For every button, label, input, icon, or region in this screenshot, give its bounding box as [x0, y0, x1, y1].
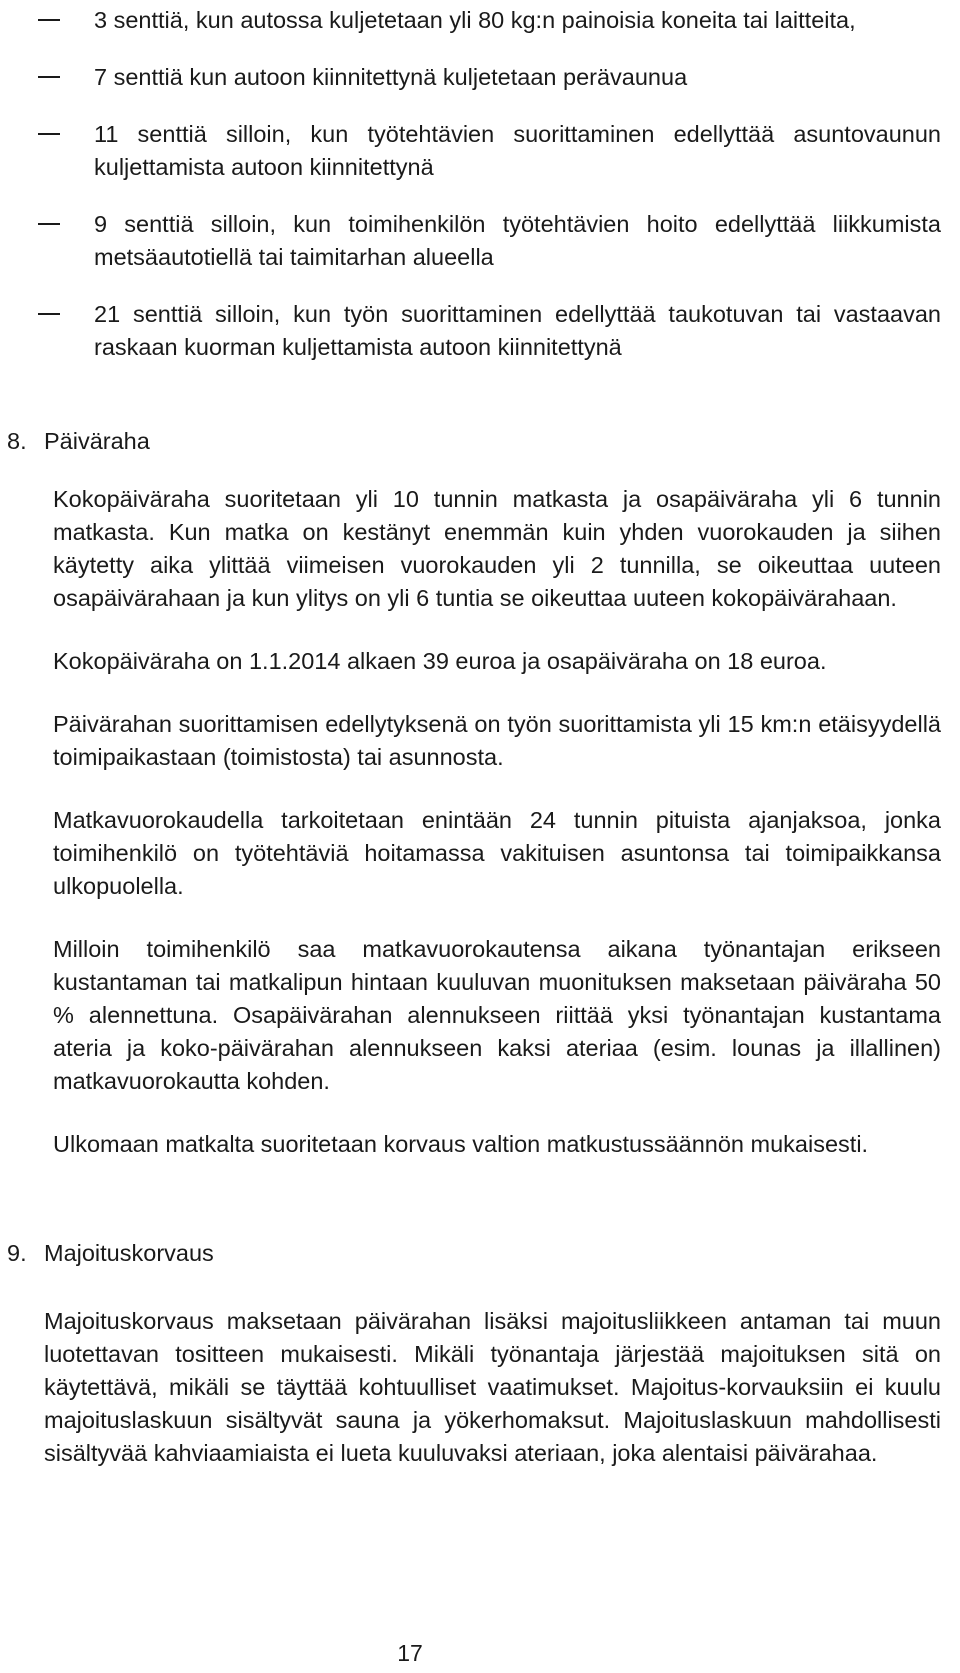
- list-item-text: 7 senttiä kun autoon kiinnitettynä kuljetetaan perävaunua: [94, 64, 688, 90]
- section-body-majoituskorvaus: [44, 1305, 941, 1500]
- rate-bullet-list: [36, 4, 941, 388]
- list-item-text: 11 senttiä silloin, kun työtehtävien suorittaminen edellyttää asuntovaunun kuljettamista autoon kiinnitettynä: [94, 121, 941, 180]
- dash-bullet-icon: [38, 313, 60, 315]
- section-body-paivaraha: [53, 483, 941, 1191]
- section-heading-paivaraha: [7, 425, 150, 458]
- paragraph: Majoituskorvaus maksetaan päivärahan lisäksi majoitusliikkeen antaman tai muun luotettavan tositteen mukaisesti. Mikäli työnantaja järjestää majoituksen sitä on käytettävä, mikäli se täyttää kohtuulliset vaatimukset. Majoitus-korvauksiin ei kuulu majoituslaskuun sisältyvät sauna ja yökerhomaksut. Majoituslaskuun mahdollisesti sisältyvää kahviaamiaista ei lueta kuuluvaksi ateriaan, joka alentaisi päivärahaa.: [44, 1308, 941, 1466]
- section-heading-majoituskorvaus: [7, 1237, 214, 1270]
- list-item: [36, 208, 941, 274]
- list-item-text: 9 senttiä silloin, kun toimihenkilön työtehtävien hoito edellyttää liikkumista metsäautotiellä tai taimitarhan alueella: [94, 211, 941, 270]
- paragraph: Ulkomaan matkalta suoritetaan korvaus valtion matkustussäännön mukaisesti.: [53, 1131, 869, 1157]
- paragraph: Kokopäiväraha on 1.1.2014 alkaen 39 euroa ja osapäiväraha on 18 euroa.: [53, 648, 827, 674]
- dash-bullet-icon: [38, 133, 60, 135]
- section-title: Päiväraha: [44, 428, 150, 454]
- paragraph: Milloin toimihenkilö saa matkavuorokautensa aikana työnantajan erikseen kustantaman tai matkalipun hintaan kuuluvan muonituksen maksetaan päiväraha 50 % alennettuna. Osapäivärahan alennukseen riittää yksi työnantajan kustantama ateria ja koko-päivärahan alennukseen kaksi ateriaa (esim. lounas ja illallinen) matkavuorokautta kohden.: [53, 936, 941, 1094]
- paragraph: Kokopäiväraha suoritetaan yli 10 tunnin matkasta ja osapäiväraha yli 6 tunnin matkasta. Kun matka on kestänyt enemmän kuin yhden vuorokauden ja siihen käytetty aika ylittää viimeisen vuorokauden yli 2 tunnilla, se oikeuttaa uuteen osapäivärahaan ja kun ylitys on yli 6 tuntia se oikeuttaa uuteen kokopäivärahaan.: [53, 486, 941, 611]
- dash-bullet-icon: [38, 19, 60, 21]
- section-title: Majoituskorvaus: [44, 1240, 214, 1266]
- paragraph: Matkavuorokaudella tarkoitetaan enintään 24 tunnin pituista ajanjaksoa, jonka toimihenkilö on työtehtäviä hoitamassa vakituisen asuntonsa tai toimipaikkansa ulkopuolella.: [53, 807, 941, 899]
- list-item: [36, 118, 941, 184]
- list-item: [36, 61, 941, 94]
- section-number: 8.: [7, 428, 27, 454]
- dash-bullet-icon: [38, 223, 60, 225]
- list-item: [36, 298, 941, 364]
- paragraph: Päivärahan suorittamisen edellytyksenä on työn suorittamista yli 15 km:n etäisyydellä toimipaikastaan (toimistosta) tai asunnosta.: [53, 711, 941, 770]
- page-number: 17: [397, 1640, 423, 1666]
- section-number: 9.: [7, 1240, 27, 1266]
- dash-bullet-icon: [38, 76, 60, 78]
- list-item: [36, 4, 941, 37]
- list-item-text: 3 senttiä, kun autossa kuljetetaan yli 80 kg:n painoisia koneita tai laitteita,: [94, 7, 856, 33]
- list-item-text: 21 senttiä silloin, kun työn suorittaminen edellyttää taukotuvan tai vastaavan raskaan kuorman kuljettamista autoon kiinnitettynä: [94, 301, 941, 360]
